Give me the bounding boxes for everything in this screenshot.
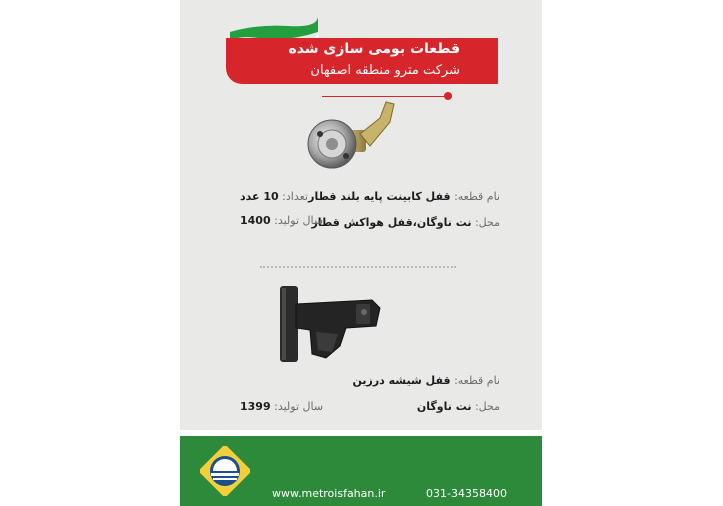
part1-location-row — [311, 214, 500, 232]
banner-dot — [444, 92, 452, 100]
metro-logo-icon — [200, 446, 250, 496]
glass-lock-image — [276, 282, 386, 366]
part2-location-label: محل: — [474, 400, 500, 413]
part1-year-label: سال تولید: — [274, 214, 324, 227]
banner-subtitle: شرکت مترو منطقه اصفهان — [310, 63, 460, 78]
part2-location-value: نت ناوگان — [416, 400, 472, 413]
part1-count-value: 10 عدد — [240, 190, 279, 203]
title-banner — [226, 38, 498, 84]
phone-number: 031-34358400 — [426, 487, 507, 500]
part2-year-row — [240, 398, 323, 416]
banner-rule — [322, 96, 448, 97]
website-link[interactable]: www.metroisfahan.ir — [272, 487, 386, 500]
part1-name-label: نام قطعه: — [454, 190, 500, 203]
cabinet-lock-image — [300, 100, 410, 180]
section-divider — [260, 266, 456, 268]
part1-count-row — [240, 188, 308, 206]
part1-year-value: 1400 — [240, 214, 271, 227]
poster — [180, 0, 542, 506]
part2-name-row — [352, 372, 500, 390]
part1-name-value: قفل کابینت پایه بلند قطار — [308, 190, 451, 203]
part1-year-row — [240, 212, 323, 230]
part1-location-value: نت ناوگان،قفل هواکش قطار — [311, 216, 472, 229]
part1-name-row — [308, 188, 500, 206]
part2-name-label: نام قطعه: — [454, 374, 500, 387]
part1-count-label: تعداد: — [282, 190, 308, 203]
part2-year-label: سال تولید: — [274, 400, 324, 413]
banner-title: قطعات بومی سازی شده — [288, 41, 460, 57]
part1-location-label: محل: — [474, 216, 500, 229]
part2-name-value: قفل شیشه درزین — [352, 374, 451, 387]
part2-year-value: 1399 — [240, 400, 271, 413]
part2-location-row — [417, 398, 500, 416]
